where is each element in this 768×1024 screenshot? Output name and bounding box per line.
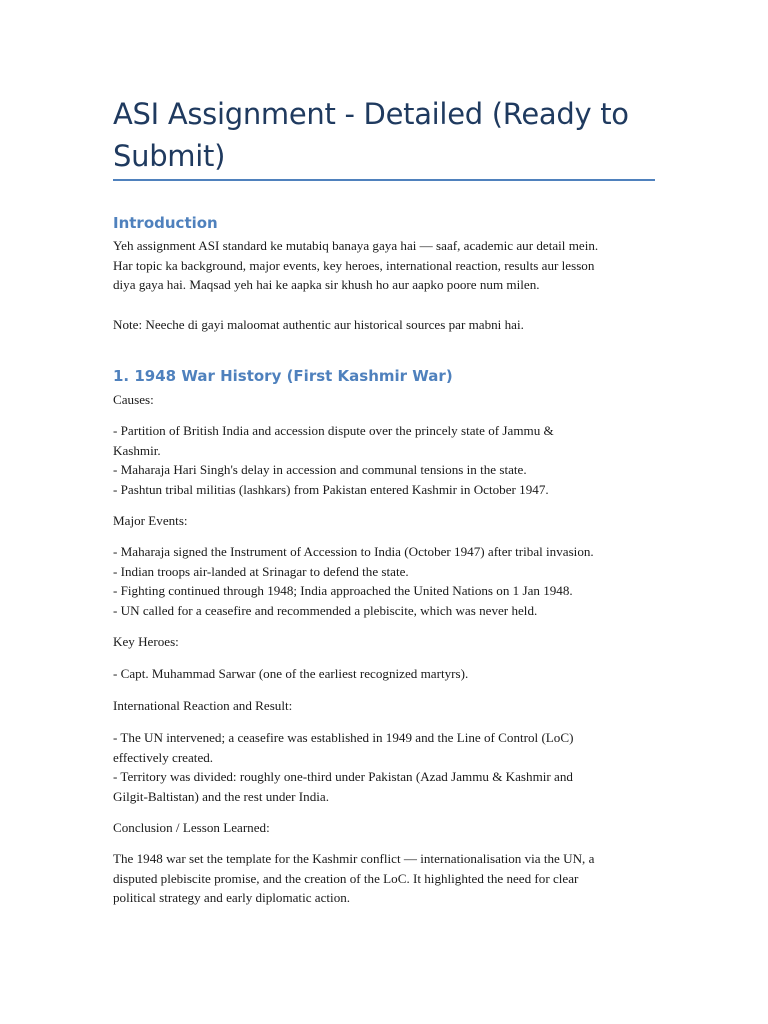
causes-list — [113, 421, 655, 499]
list-line: - Fighting continued through 1948; India approached the United Nations on 1 Jan 1948. — [113, 583, 573, 598]
label-line: Major Events: — [113, 513, 188, 528]
list-line: - Maharaja Hari Singh's delay in accession and communal tensions in the state. — [113, 462, 527, 477]
paragraph-line: The 1948 war set the template for the Kashmir conflict — internationalisation via the UN, a — [113, 851, 595, 866]
paragraph-line: Har topic ka background, major events, key heroes, international reaction, results aur lesson — [113, 257, 595, 273]
document-title-line: Submit) — [113, 139, 226, 173]
section-1948-war-heading: 1. 1948 War History (First Kashmir War) — [113, 367, 453, 385]
list-line: Kashmir. — [113, 442, 161, 458]
label-line: Conclusion / Lesson Learned: — [113, 820, 270, 835]
paragraph-line: political strategy and early diplomatic action. — [113, 890, 351, 905]
introduction-note — [113, 315, 655, 335]
note-line: Note: Neeche di gayi maloomat authentic aur historical sources par mabni hai. — [113, 317, 524, 332]
list-line: Gilgit-Baltistan) and the rest under India. — [113, 788, 329, 804]
key-heroes-label — [113, 632, 655, 652]
label-line: International Reaction and Result: — [113, 698, 293, 713]
conclusion-paragraph — [113, 849, 655, 908]
list-line: - Indian troops air-landed at Srinagar to defend the state. — [113, 563, 409, 579]
list-line: - Capt. Muhammad Sarwar (one of the earliest recognized martyrs). — [113, 666, 469, 681]
list-line: - The UN intervened; a ceasefire was established in 1949 and the Line of Control (LoC) — [113, 730, 574, 745]
list-line: - UN called for a ceasefire and recommended a plebiscite, which was never held. — [113, 602, 538, 618]
list-line: effectively created. — [113, 749, 214, 765]
paragraph-line: disputed plebiscite promise, and the creation of the LoC. It highlighted the need for clear — [113, 870, 579, 886]
major-events-list — [113, 542, 655, 620]
list-line: - Maharaja signed the Instrument of Accession to India (October 1947) after tribal invasion. — [113, 544, 594, 559]
causes-label — [113, 390, 655, 410]
label-line: Key Heroes: — [113, 634, 179, 649]
list-line: - Territory was divided: roughly one-third under Pakistan (Azad Jammu & Kashmir and — [113, 769, 573, 784]
major-events-label — [113, 511, 655, 531]
paragraph-line: Yeh assignment ASI standard ke mutabiq banaya gaya hai — saaf, academic aur detail mein. — [113, 238, 599, 253]
list-line: - Pashtun tribal militias (lashkars) from Pakistan entered Kashmir in October 1947. — [113, 481, 549, 497]
international-reaction-label — [113, 696, 655, 716]
key-heroes-list — [113, 664, 655, 684]
international-reaction-list — [113, 728, 655, 806]
introduction-heading: Introduction — [113, 214, 218, 232]
title-underline — [113, 179, 655, 181]
label-line: Causes: — [113, 392, 154, 407]
paragraph-line: diya gaya hai. Maqsad yeh hai ke aapka sir khush ho aur aapko poore num milen. — [113, 277, 540, 292]
introduction-paragraph — [113, 236, 655, 295]
document-title-line: ASI Assignment - Detailed (Ready to — [113, 97, 629, 131]
conclusion-label — [113, 818, 655, 838]
list-line: - Partition of British India and accession dispute over the princely state of Jammu & — [113, 423, 554, 438]
document-title — [113, 93, 655, 177]
